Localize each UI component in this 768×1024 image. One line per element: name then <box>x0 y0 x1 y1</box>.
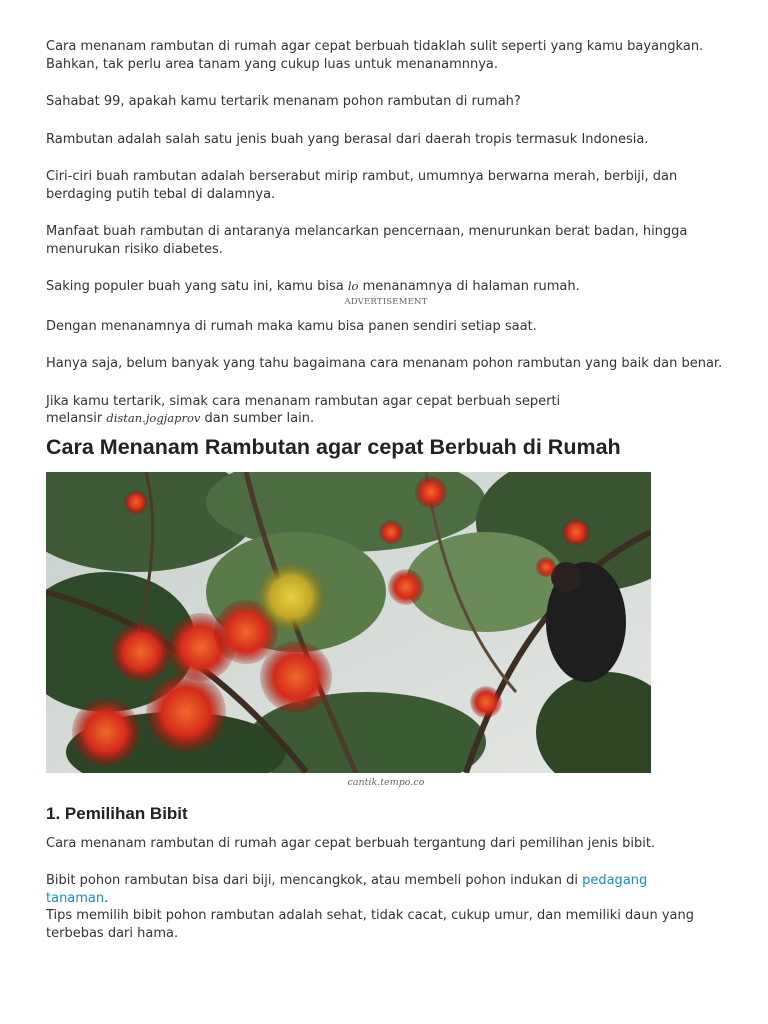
intro-paragraph-5: Manfaat buah rambutan di antaranya melancarkan pencernaan, menurunkan berat badan, hingga menurukan risiko diabetes. <box>46 224 688 257</box>
section-1-para2-before: Bibit pohon rambutan bisa dari biji, mencangkok, atau membeli pohon indukan di <box>46 873 583 888</box>
rambutan-tree-photo <box>46 472 651 773</box>
saking-paragraph <box>46 278 726 296</box>
section-1-heading: 1. Pemilihan Bibit <box>46 803 188 823</box>
advertisement-label: ADVERTISEMENT <box>344 296 428 307</box>
article-heading: Cara Menanam Rambutan agar cepat Berbuah di Rumah <box>46 434 621 459</box>
pedagang-tanaman-link[interactable]: pedagang tanaman <box>46 873 648 906</box>
section-1-paragraph-2 <box>46 872 686 907</box>
source-after: dan sumber lain. <box>200 411 315 426</box>
image-caption: cantik.tempo.co <box>347 776 425 788</box>
mid-paragraph-1: Dengan menanamnya di rumah maka kamu bisa panen sendiri setiap saat. <box>46 318 537 334</box>
section-1-paragraph-1: Cara menanam rambutan di rumah agar cepat berbuah tergantung dari pemilihan jenis bibit. <box>46 835 656 851</box>
section-1-para2-after: . <box>104 890 109 906</box>
intro-paragraph-3: Rambutan adalah salah satu jenis buah yang berasal dari daerah tropis termasuk Indonesia. <box>46 131 649 147</box>
mid-paragraph-2: Hanya saja, belum banyak yang tahu bagaimana cara menanam pohon rambutan yang baik dan benar. <box>46 356 723 371</box>
source-emphasis: distan.jogjaprov <box>106 411 201 425</box>
intro-paragraph-4: Ciri-ciri buah rambutan adalah berserabut mirip rambut, umumnya berwarna merah, berbiji, dan berdaging putih tebal di dalamnya. <box>46 169 678 202</box>
intro-paragraph-2: Sahabat 99, apakah kamu tertarik menanam pohon rambutan di rumah? <box>46 94 521 109</box>
source-before: Jika kamu tertarik, simak cara menanam rambutan agar cepat berbuah seperti melansir <box>46 393 561 426</box>
saking-before: Saking populer buah yang satu ini, kamu bisa <box>46 279 348 294</box>
intro-paragraph-1: Cara menanam rambutan di rumah agar cepat berbuah tidaklah sulit seperti yang kamu bayangkan. Bahkan, tak perlu area tanam yang cukup luas untuk menanamnnya. <box>46 39 704 72</box>
article-body <box>46 38 726 942</box>
source-paragraph <box>46 393 606 428</box>
saking-after: menanamnya di halaman rumah. <box>358 279 580 294</box>
saking-emphasis: lo <box>347 279 359 293</box>
section-1-paragraph-3: Tips memilih bibit pohon rambutan adalah sehat, tidak cacat, cukup umur, dan memiliki daun yang terbebas dari hama. <box>46 908 695 941</box>
